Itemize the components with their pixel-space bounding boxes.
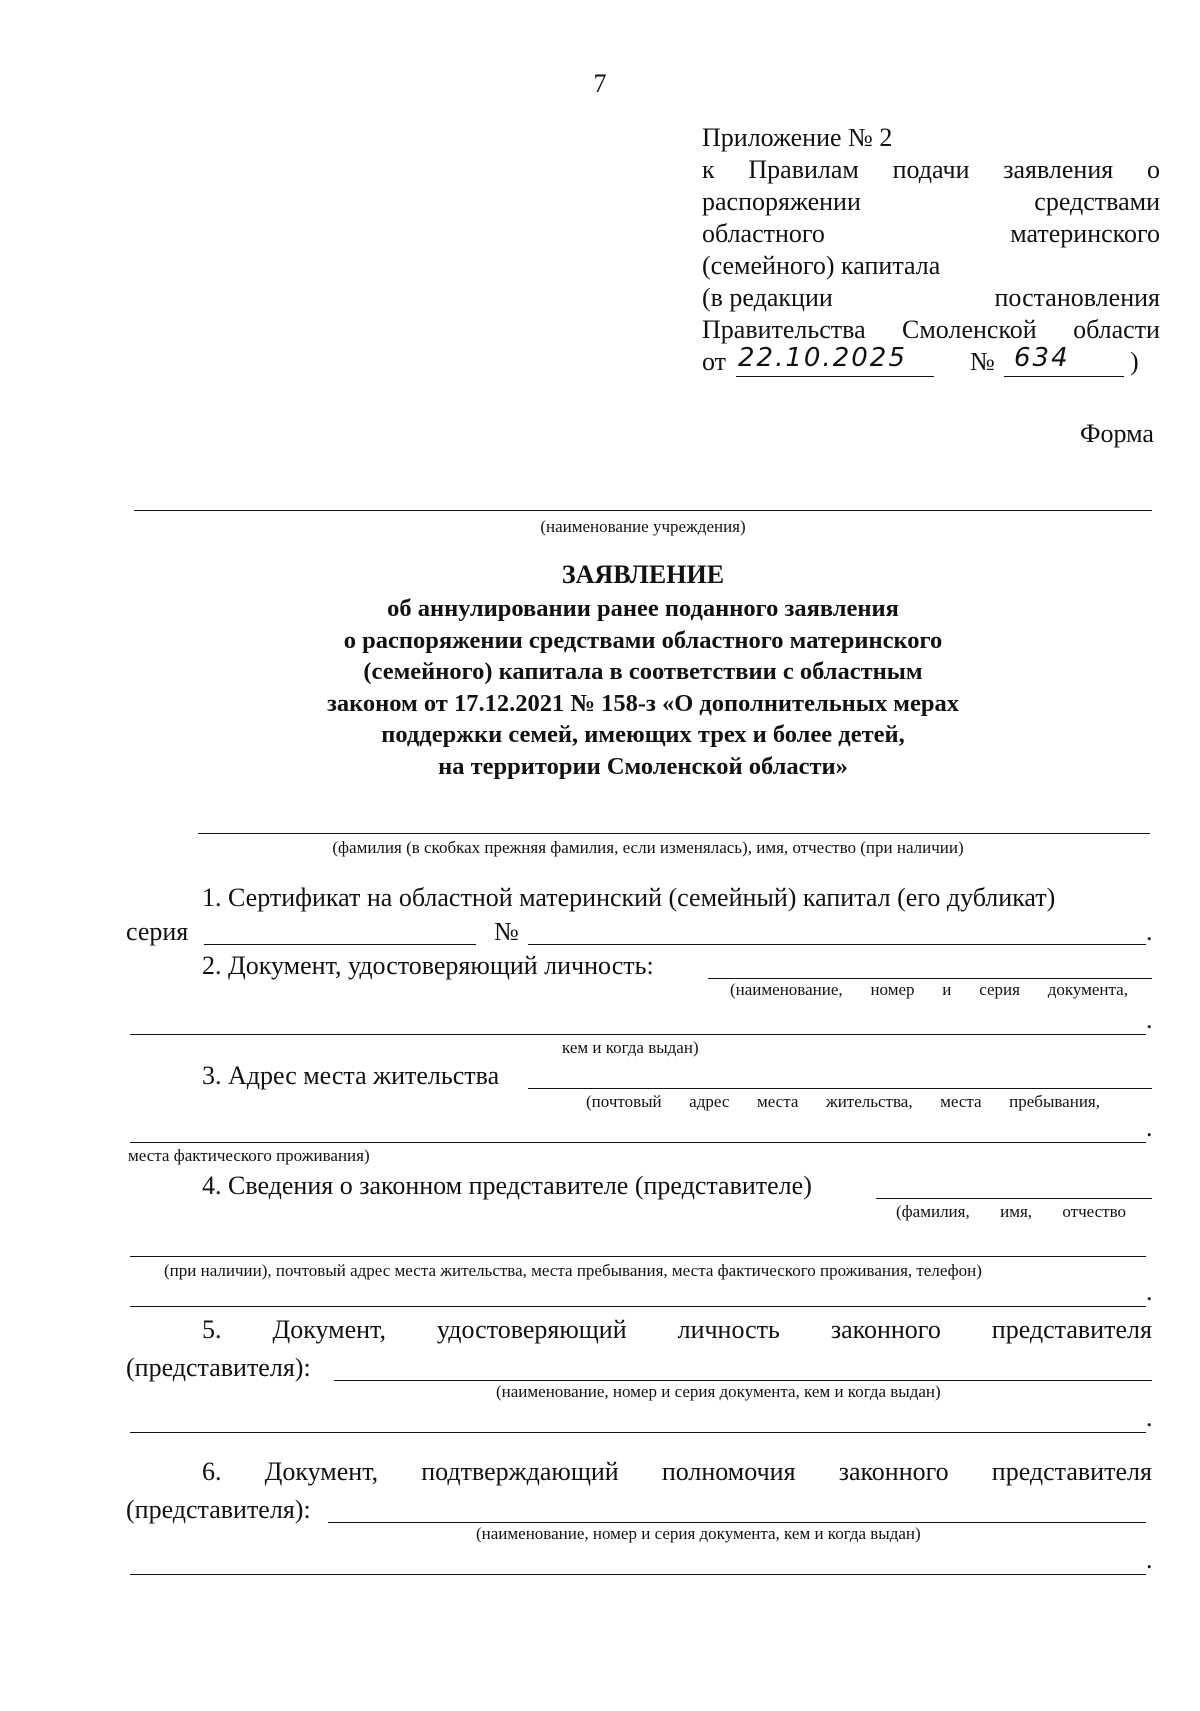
word: места (756, 1092, 799, 1111)
subtitle-line: о распоряжении средствами областного материнского (343, 626, 943, 654)
word: заявления (1003, 155, 1114, 184)
dot: . (1146, 1005, 1153, 1034)
subtitle-line: (семейного) капитала в соответствии с областным (363, 658, 923, 685)
item-1-text: 1. Сертификат на областной материнский (семейный) капитал (его дубликат) (202, 883, 1056, 912)
item-4-caption (896, 1202, 1126, 1222)
word: места (940, 1092, 982, 1111)
word: 5. (202, 1315, 222, 1344)
word: имя, (1000, 1202, 1033, 1221)
item-3-caption (586, 1092, 1100, 1112)
from-label: от (702, 347, 727, 376)
dot: . (1146, 1403, 1153, 1432)
word: области (1073, 315, 1160, 344)
word: областного (702, 219, 825, 248)
word: законного (838, 1457, 949, 1486)
appendix-line (702, 282, 1160, 314)
item-2-caption-2: кем и когда выдан) (562, 1038, 699, 1057)
subtitle-line: об аннулировании ранее поданного заявления (387, 595, 899, 622)
number-underline (1004, 376, 1124, 377)
item-3-text: 3. Адрес места жительства (202, 1061, 500, 1090)
representative-doc-field-2[interactable] (130, 1432, 1146, 1433)
appendix-line (702, 154, 1160, 186)
appendix-line (702, 218, 1160, 250)
handwritten-number: 634 (1014, 343, 1070, 373)
word: распоряжении (702, 187, 861, 216)
representative-field-2[interactable] (130, 1256, 1146, 1257)
word: к (702, 155, 715, 184)
word: представителя (991, 1457, 1152, 1486)
item-6-text (202, 1456, 1152, 1488)
series-field[interactable] (204, 944, 476, 945)
document-subtitle (0, 593, 1200, 782)
address-field[interactable] (528, 1088, 1152, 1089)
item-2-text: 2. Документ, удостоверяющий личность: (202, 951, 654, 980)
word: и (942, 980, 952, 999)
word: Смоленской (902, 315, 1037, 344)
dot: . (1146, 1277, 1153, 1306)
number-label: № (970, 347, 995, 376)
dot: . (1146, 1113, 1153, 1142)
word: постановления (994, 283, 1160, 312)
word: отчество (1062, 1202, 1126, 1221)
handwritten-date: 22.10.2025 (738, 343, 907, 373)
institution-line (134, 510, 1152, 511)
appendix-line: (семейного) капитала (702, 251, 941, 280)
representative-field-3[interactable] (130, 1306, 1146, 1307)
dot: . (1146, 1545, 1153, 1574)
address-field-2[interactable] (130, 1142, 1146, 1143)
word: Правилам (748, 155, 859, 184)
representative-doc-field[interactable] (334, 1380, 1152, 1381)
institution-caption: (наименование учреждения) (540, 517, 746, 536)
word: (в редакции (702, 283, 833, 312)
word: о (1146, 155, 1160, 184)
certificate-number-field[interactable] (528, 944, 1146, 945)
word: средствами (1034, 187, 1160, 216)
document-title: ЗАЯВЛЕНИЕ (561, 560, 725, 589)
word: (фамилия, (896, 1202, 970, 1221)
word: Документ, (264, 1457, 379, 1486)
item-6-line-2: (представителя): (126, 1495, 311, 1524)
form-label: Форма (1080, 419, 1154, 448)
word: пребывания, (1009, 1092, 1100, 1111)
applicant-caption: (фамилия (в скобках прежняя фамилия, если изменялась), имя, отчество (при наличии) (332, 838, 964, 857)
series-label: серия (126, 917, 189, 946)
item-2-caption (730, 980, 1128, 1000)
applicant-name-field[interactable] (198, 833, 1150, 834)
number-label: № (494, 917, 519, 946)
word: удостоверяющий (436, 1315, 627, 1344)
word: Правительства (702, 315, 866, 344)
word: Документ, (272, 1315, 386, 1344)
subtitle-line: законом от 17.12.2021 № 158-з «О дополнительных мерах (327, 689, 959, 717)
representative-field[interactable] (876, 1198, 1152, 1199)
item-5-line-2: (представителя): (126, 1353, 311, 1382)
word: подтверждающий (421, 1457, 619, 1486)
word: номер (870, 980, 915, 999)
word: адрес (689, 1092, 730, 1111)
item-6-caption: (наименование, номер и серия документа, кем и когда выдан) (476, 1524, 921, 1543)
appendix-title: Приложение № 2 (702, 123, 893, 152)
appendix-date-line (702, 343, 1160, 380)
word: подачи (892, 155, 970, 184)
item-4-caption-2: (при наличии), почтовый адрес места жительства, места пребывания, места фактического проживания, телефон) (164, 1261, 982, 1280)
word: материнского (1010, 219, 1160, 248)
word: представителя (991, 1315, 1152, 1344)
appendix-line (702, 186, 1160, 218)
dot: . (1146, 917, 1153, 946)
word: (наименование, (730, 980, 843, 999)
identity-doc-field-2[interactable] (130, 1034, 1146, 1035)
authority-doc-field[interactable] (328, 1522, 1146, 1523)
item-5-text (202, 1314, 1152, 1346)
authority-doc-field-2[interactable] (130, 1574, 1146, 1575)
close-paren: ) (1130, 347, 1139, 376)
word: (почтовый (586, 1092, 662, 1111)
word: документа, (1047, 980, 1128, 999)
subtitle-line: на территории Смоленской области» (438, 752, 848, 780)
word: 6. (202, 1457, 222, 1486)
subtitle-line: поддержки семей, имеющих трех и более детей, (381, 721, 905, 748)
item-5-caption: (наименование, номер и серия документа, кем и когда выдан) (496, 1382, 941, 1401)
item-4-text: 4. Сведения о законном представителе (представителе) (202, 1171, 812, 1200)
appendix-block (702, 122, 1160, 380)
word: законного (830, 1315, 941, 1344)
word: жительства, (825, 1092, 913, 1111)
word: полномочия (661, 1457, 796, 1486)
date-underline (736, 376, 934, 377)
identity-doc-field[interactable] (708, 978, 1152, 979)
word: серия (979, 980, 1020, 999)
item-3-caption-2: места фактического проживания) (128, 1146, 370, 1165)
page-number: 7 (593, 69, 607, 98)
word: личность (677, 1315, 780, 1344)
